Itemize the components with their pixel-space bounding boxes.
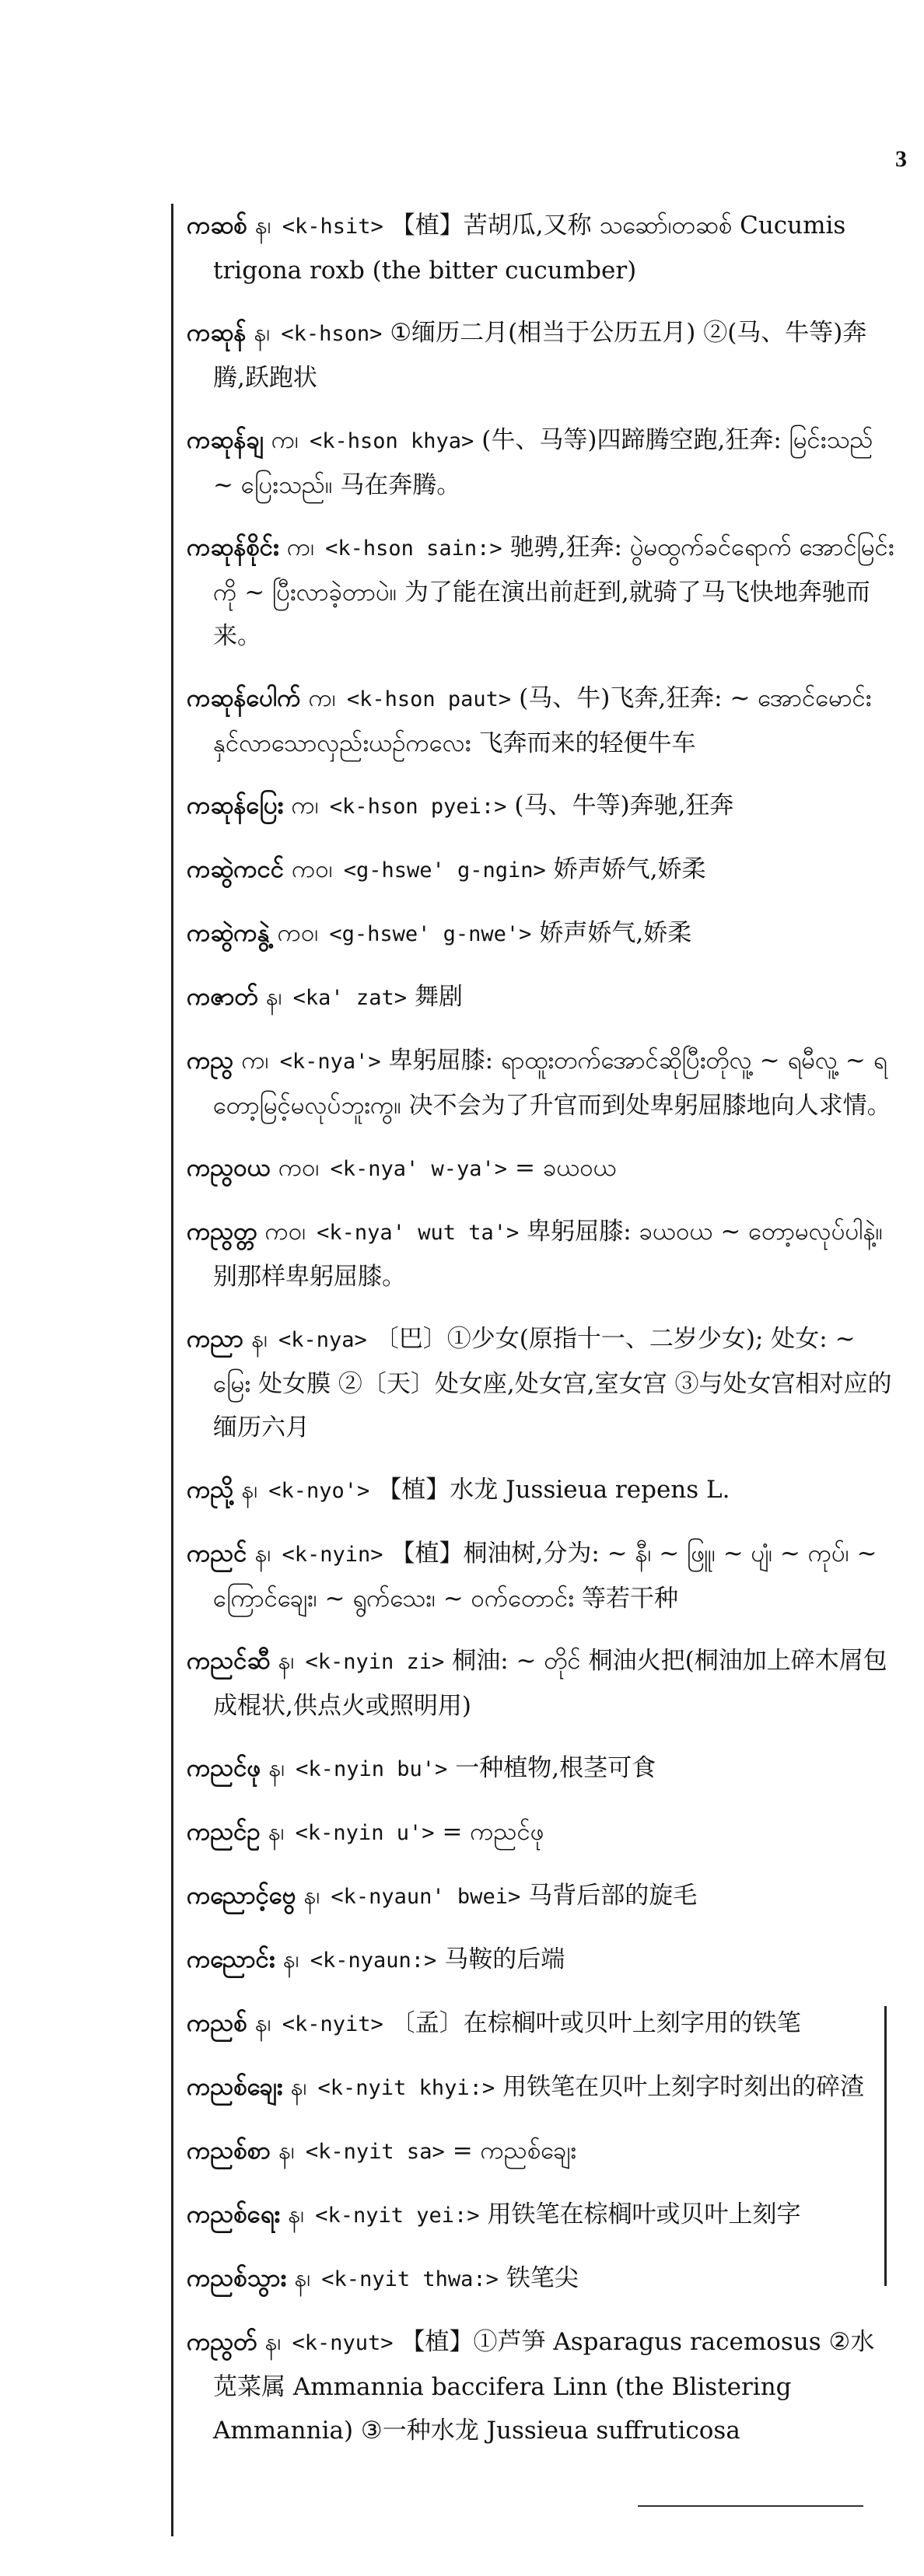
definition: = ကညစ်ချေး (452, 2137, 577, 2165)
headword: ကညင်ဥ (187, 1818, 261, 1846)
romanization: <g-hswe' g-ngin> (343, 858, 546, 883)
romanization: <k-hson paut> (346, 687, 512, 711)
part-of-speech: န၊ (254, 2009, 271, 2037)
dictionary-entry (187, 2001, 894, 2046)
headword: ကညာ (187, 1325, 244, 1353)
romanization: <k-nya' wut ta'> (317, 1221, 520, 1245)
dictionary-entry (187, 2129, 894, 2174)
definition: 铁笔尖 (506, 2264, 579, 2292)
romanization: <k-nyit thwa:> (321, 2267, 499, 2291)
definition: 【植】水龙 Jussieua repens L. (377, 1476, 730, 1504)
part-of-speech: ကဝ၊ (264, 1218, 306, 1246)
part-of-speech: က၊ (241, 1047, 269, 1075)
headword: ကညစ် (187, 2009, 247, 2037)
part-of-speech: န၊ (278, 2137, 295, 2165)
definition: = ကညင်ဖု (442, 1818, 544, 1846)
headword: ကဆွဲကငင် (187, 855, 285, 883)
part-of-speech: ကဝ၊ (277, 919, 319, 947)
part-of-speech: န၊ (265, 983, 282, 1011)
part-of-speech: န၊ (282, 1945, 299, 1973)
definition: = ခယဝယ (515, 1154, 617, 1182)
part-of-speech: န၊ (268, 1818, 285, 1846)
headword: ကညစ်ရေး (187, 2200, 281, 2228)
part-of-speech: န၊ (241, 1476, 258, 1504)
dictionary-entry (187, 1468, 894, 1513)
dictionary-entry (187, 418, 894, 507)
bottom-rule (638, 2505, 863, 2507)
dictionary-entry (187, 911, 894, 956)
part-of-speech: က၊ (291, 792, 319, 820)
headword: ကဇာတ် (187, 983, 258, 1011)
dictionary-entry (187, 1874, 894, 1919)
definition: 卑躬屈膝: ရာထူးတက်အောင်ဆိုပြီးတိုလူ့ ~ ရမီလူ့ ~ ရတော့မြင့်မလုပ်ဘူးကွ။ 决不会为了升官而到处卑躬屈膝地向人求情。 (213, 1047, 891, 1120)
dictionary-entry (187, 1810, 894, 1855)
romanization: <k-nyaun:> (310, 1949, 437, 1973)
definition: 用铁笔在棕榈叶或贝叶上刻字 (487, 2200, 801, 2228)
headword: ကဆုန်ပြေး (187, 792, 284, 820)
romanization: <k-nya> (278, 1328, 367, 1352)
romanization: <k-nyut> (292, 2331, 394, 2355)
romanization: <k-nyin zi> (305, 1650, 445, 1674)
dictionary-entry (187, 2193, 894, 2238)
part-of-speech: န၊ (254, 319, 271, 347)
part-of-speech: ကဝ၊ (278, 1154, 320, 1182)
part-of-speech: ကဝ၊ (292, 855, 333, 883)
romanization: <k-nyaun' bwei> (331, 1885, 521, 1909)
dictionary-entry (187, 1532, 894, 1620)
romanization: <g-hswe' g-nwe'> (329, 922, 532, 946)
romanization: <k-hson khya> (309, 429, 474, 453)
romanization: <k-nya' w-ya'> (330, 1157, 508, 1181)
definition: 【植】桐油树,分为: ~ နီ၊ ~ ဖြူ၊ ~ ပျံ၊ ~ ကုပ်၊ ~ ကြောင်ချေး၊ ~ ရွက်သေး၊ ~ ဝက်တောင်း 等若干种 (213, 1540, 877, 1613)
definition: 卑躬屈膝: ခယဝယ ~ တော့မလုပ်ပါနဲ့။ 别那样卑躬屈膝。 (213, 1218, 883, 1291)
part-of-speech: န၊ (264, 2328, 282, 2356)
romanization: <k-hson> (281, 322, 383, 346)
romanization: <k-hsit> (282, 215, 383, 239)
definition: 桐油: ~ တိုင် 桐油火把(桐油加上碎木屑包成棍状,供点火或照明用) (213, 1647, 887, 1720)
romanization: <k-nyit yei:> (315, 2204, 480, 2228)
dictionary-entry (187, 1146, 894, 1191)
part-of-speech: န၊ (303, 1882, 320, 1910)
part-of-speech: န၊ (251, 1325, 268, 1353)
dictionary-entry (187, 848, 894, 893)
headword: ကညွတ် (187, 2328, 257, 2356)
dictionary-entry (187, 1317, 894, 1449)
part-of-speech: န၊ (268, 1754, 285, 1782)
part-of-speech: န၊ (294, 2264, 311, 2292)
headword: ကညစ်ချေး (187, 2073, 283, 2101)
definition: ①缅历二月(相当于公历五月) ②(马、牛等)奔腾,跃跑状 (213, 319, 867, 392)
part-of-speech: န၊ (254, 1540, 271, 1568)
headword: ကညောင်း (187, 1945, 275, 1973)
romanization: <k-hson pyei:> (329, 795, 507, 819)
dictionary-entry (187, 975, 894, 1020)
part-of-speech: န၊ (254, 211, 271, 239)
headword: ကညောင့်ဗွေ (187, 1882, 296, 1910)
definition: 马背后部的旋毛 (528, 1882, 698, 1910)
definition: (马、牛)飞奔,狂奔: ~ အောင်မောင်းနှင်လာသောလှည်းယဉ်ကလေး 飞奔而来的轻便牛车 (213, 684, 872, 757)
dictionary-entry (187, 2256, 894, 2302)
headword: ကညို့ (187, 1476, 234, 1504)
romanization: <k-nyit> (282, 2012, 383, 2036)
dictionary-entry (187, 676, 894, 765)
dictionary-entry (187, 1210, 894, 1298)
headword: ကညွ (187, 1047, 234, 1075)
part-of-speech: န၊ (290, 2073, 307, 2101)
page-number: 3 (895, 146, 907, 172)
definition: 〔孟〕在棕榈叶或贝叶上刻字用的铁笔 (390, 2009, 801, 2037)
headword: ကညစ်သွား (187, 2264, 287, 2292)
headword: ကညင် (187, 1540, 247, 1568)
headword: ကညင်ဖု (187, 1754, 261, 1782)
headword: ကဆုန်ပေါက် (187, 684, 301, 712)
dictionary-entry (187, 1039, 894, 1127)
dictionary-entry (187, 2065, 894, 2110)
headword: ကညွဝယ (187, 1154, 271, 1182)
headword: ကဆုန် (187, 319, 247, 347)
part-of-speech: န၊ (288, 2200, 305, 2228)
dictionary-entry (187, 1938, 894, 1983)
romanization: <k-nyo'> (268, 1479, 370, 1503)
dictionary-entry (187, 204, 894, 292)
definition: 驰骋,狂奔: ပွဲမထွက်ခင်ရောက် အောင်မြင်းကို ~ ပြီးလာခဲ့တာပဲ။ 为了能在演出前赶到,就骑了马飞快地奔驰而来。 (213, 533, 894, 650)
definition: 娇声娇气,娇柔 (553, 855, 706, 883)
definition: 马鞍的后端 (444, 1945, 565, 1973)
dictionary-entry (187, 1746, 894, 1791)
headword: ကဆုန်ချ (187, 426, 264, 454)
part-of-speech: န၊ (278, 1647, 295, 1675)
romanization: <ka' zat> (292, 986, 407, 1010)
dictionary-entry (187, 784, 894, 829)
dictionary-entry (187, 526, 894, 658)
part-of-speech: က၊ (308, 684, 336, 712)
definition: 舞剧 (414, 983, 463, 1011)
headword: ကညင်ဆီ (187, 1647, 271, 1675)
romanization: <k-nyin bu'> (296, 1757, 448, 1781)
definition: 〔巴〕①少女(原指十一、二岁少女); 处女: ~ မြေး 处女膜 ②〔天〕处女座,处女宫,室女宫 ③与处女宫相对应的缅历六月 (213, 1325, 892, 1442)
part-of-speech: က၊ (271, 426, 299, 454)
definition: 用铁笔在贝叶上刻字时刻出的碎渣 (502, 2073, 865, 2101)
headword: ကညွတ္တ (187, 1218, 257, 1246)
definition: 【植】苦胡瓜,又称 သဆော်၊တဆစ် Cucumis trigona roxb (the bitter cucumber) (213, 211, 846, 285)
definition: (牛、马等)四蹄腾空跑,狂奔: မြင်းသည် ~ ပြေးသည်။ 马在奔腾。 (213, 426, 873, 499)
definition: 娇声娇气,娇柔 (539, 919, 692, 947)
part-of-speech: က၊ (286, 533, 315, 561)
definition: 一种植物,根茎可食 (455, 1754, 656, 1782)
headword: ကညစ်စာ (187, 2137, 271, 2165)
romanization: <k-nyit khyi:> (317, 2076, 495, 2100)
dictionary-entries (187, 204, 894, 2471)
definition: 【植】①芦笋 Asparagus racemosus ②水苋菜属 Ammannia baccifera Linn (the Blistering Ammannia) ③一种水龙 Jussieua suffruticosa (213, 2328, 875, 2445)
dictionary-entry (187, 311, 894, 400)
headword: ကဆုန်စိုင်း (187, 533, 279, 561)
romanization: <k-nya'> (279, 1050, 381, 1074)
definition: (马、牛等)奔驰,狂奔 (514, 792, 734, 820)
headword: ကဆစ် (187, 211, 247, 239)
romanization: <k-hson sain:> (325, 537, 502, 561)
romanization: <k-nyin> (282, 1543, 383, 1567)
romanization: <k-nyin u'> (295, 1821, 435, 1845)
dictionary-entry (187, 2320, 894, 2452)
left-rule (171, 204, 173, 2536)
headword: ကဆွဲကနွဲ့ (187, 919, 270, 947)
dictionary-entry (187, 1639, 894, 1728)
romanization: <k-nyit sa> (305, 2140, 445, 2164)
